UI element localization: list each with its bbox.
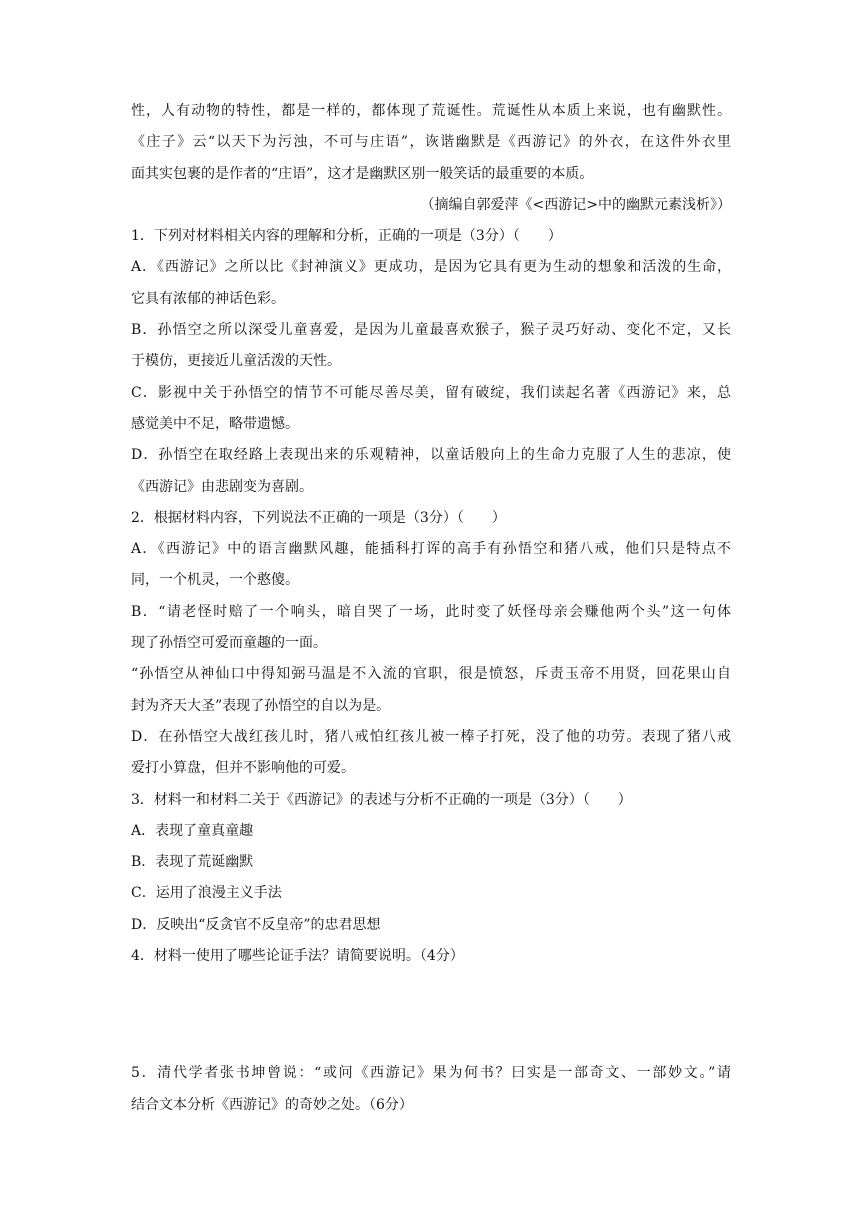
- passage-line: 《庄子》云“以天下为污浊，不可与庄语”，诙谐幽默是《西游记》的外衣，在这件外衣里: [131, 134, 731, 151]
- question-3-option-b: B．表现了荒诞幽默: [131, 854, 254, 871]
- question-3-option-d: D．反映出“反贪官不反皇帝”的忠君思想: [131, 916, 381, 933]
- question-5-stem-cont: 结合文本分析《西游记》的奇妙之处。（6分）: [131, 1096, 413, 1113]
- question-1-stem: 1．下列对材料相关内容的理解和分析，正确的一项是（3分）（ ）: [131, 228, 562, 245]
- question-2-option-a: A．《西游记》中的语言幽默风趣，能插科打诨的高手有孙悟空和猪八戒，他们只是特点不: [131, 541, 731, 558]
- question-3-stem: 3．材料一和材料二关于《西游记》的表述与分析不正确的一项是（3分）（ ）: [131, 791, 632, 808]
- passage-line: 面其实包裹的是作者的“庄语”，这才是幽默区别一般笑话的最重要的本质。: [131, 165, 594, 182]
- question-3-option-a: A．表现了童真童趣: [131, 822, 254, 839]
- question-1-option-c: C．影视中关于孙悟空的情节不可能尽善尽美，留有破绽，我们读起名著《西游记》来，总: [131, 384, 731, 401]
- question-1-option-c-cont: 感觉美中不足，略带遗憾。: [131, 415, 299, 432]
- question-1-option-b-cont: 于模仿，更接近儿童活泼的天性。: [131, 353, 341, 370]
- question-2-option-d-cont: 爱打小算盘，但并不影响他的可爱。: [131, 760, 355, 777]
- question-2-option-b-cont: 现了孙悟空可爱而童趣的一面。: [131, 635, 327, 652]
- question-1-option-d-cont: 《西游记》由悲剧变为喜剧。: [131, 478, 313, 495]
- question-2-stem: 2．根据材料内容，下列说法不正确的一项是（3分）（ ）: [131, 509, 506, 526]
- passage-line: 性，人有动物的特性，都是一样的，都体现了荒诞性。荒诞性从本质上来说，也有幽默性。: [131, 103, 731, 119]
- question-2-option-c: “孙悟空从神仙口中得知弼马温是不入流的官职，很是愤怒，斥责玉帝不用贤，回花果山自: [131, 666, 731, 683]
- document-page: [131, 96, 731, 1121]
- answer-space: [131, 972, 731, 1058]
- question-5-stem: 5．清代学者张书坤曾说：“或问《西游记》果为何书？曰实是一部奇文、一部妙文。”请: [131, 1065, 731, 1082]
- question-2-option-b: B．“请老怪时赔了一个响头，暗自哭了一场，此时变了妖怪母亲会赚他两个头”这一句体: [131, 603, 731, 620]
- question-1-option-b: B．孙悟空之所以深受儿童喜爱，是因为儿童最喜欢猴子，猴子灵巧好动、变化不定，又长: [131, 322, 731, 339]
- question-1-option-a-cont: 它具有浓郁的神话色彩。: [131, 290, 285, 307]
- question-2-option-d: D．在孙悟空大战红孩儿时，猪八戒怕红孩儿被一棒子打死，没了他的功劳。表现了猪八戒: [131, 728, 731, 745]
- question-4-stem: 4．材料一使用了哪些论证手法？请简要说明。（4分）: [131, 948, 464, 965]
- question-1-option-a: A．《西游记》之所以比《封神演义》更成功，是因为它具有更为生动的想象和活泼的生命，: [131, 259, 731, 276]
- question-1-option-d: D．孙悟空在取经路上表现出来的乐观精神，以童话般向上的生命力克服了人生的悲凉，使: [131, 447, 731, 464]
- question-2-option-c-cont: 封为齐天大圣”表现了孙悟空的自以为是。: [131, 697, 391, 714]
- question-2-option-a-cont: 同，一个机灵，一个憨傻。: [131, 572, 299, 589]
- passage-source: （摘编自郭爱萍《<西游记>中的幽默元素浅析》）: [420, 196, 731, 213]
- question-3-option-c: C．运用了浪漫主义手法: [131, 885, 282, 902]
